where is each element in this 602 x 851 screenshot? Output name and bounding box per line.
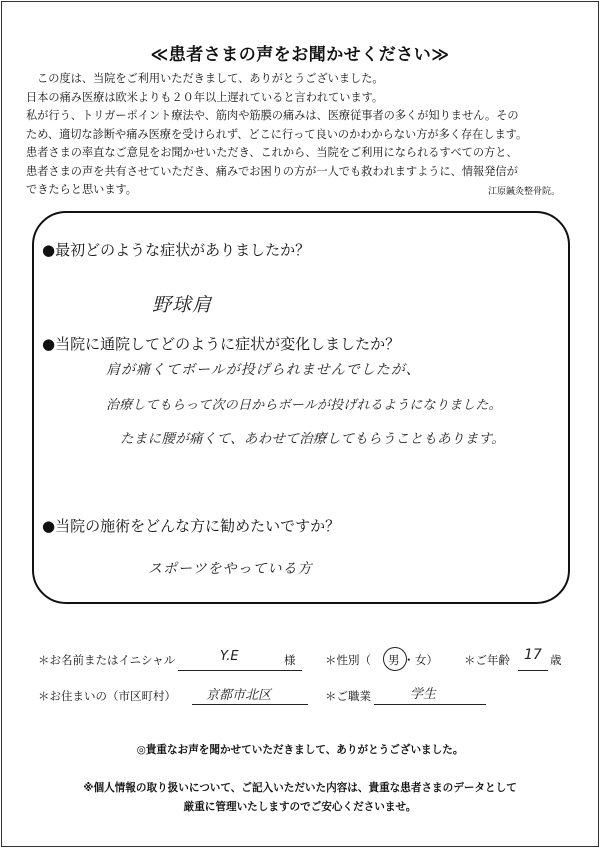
name-underline [178,670,302,671]
question-3: ●当院の施術をどんな方に勧めたいですか？ [42,517,341,535]
intro-line: ため、適切な診断や痛み医療を受けられず、どこに行って良いのかわからない方が多く存在します。 [26,127,528,141]
answer-2-line-2[interactable]: 治療してもらって次の日からボールが投げれるようになりました。 [106,398,502,413]
privacy-notice-line-1: ※個人情報の取り扱いについて、ご記入いただいた内容は、貴重な患者さまのデータとして [83,782,517,794]
answer-1[interactable]: 野球肩 [152,294,213,316]
age-label: ＊ご年齢 [464,653,510,667]
name-suffix: 様 [284,653,296,667]
gender-female-option[interactable]: 女） [415,653,438,667]
gender-separator: ・ [403,653,415,667]
question-2: ●当院に通院してどのように症状が変化しましたか？ [42,335,401,353]
gender-male-option[interactable]: 男 [388,653,400,667]
address-field[interactable]: 京都市北区 [206,688,272,703]
answer-3[interactable]: スポーツをやっている方 [148,561,313,577]
survey-sheet [1,1,599,847]
occupation-underline [374,704,486,705]
intro-line: できたらと思います。 [26,183,137,196]
answer-2-line-1[interactable]: 肩が痛くてボールが投げられませんでしたが、 [106,362,421,378]
privacy-notice-line-2: 厳重に管理いたしますのでご安心くださいませ。 [183,801,417,813]
questions-box [32,211,570,604]
age-suffix: 歳 [550,653,562,667]
age-underline [518,670,548,671]
intro-line: この度は、当院をご利用いただきまして、ありがとうございました。 [37,72,384,85]
question-1: ●最初どのような症状がありましたか？ [42,241,311,259]
clinic-signature: 江原鍼灸整骨院。 [487,187,560,197]
thanks-message: ◎貴重なお声を聞かせていただきまして、ありがとうございました。 [136,744,464,756]
intro-line: 患者さまの声を共有させていただき、痛みでお困りの方が一人でも救われますように、情報発信が [26,164,518,178]
name-field[interactable]: Y.E [220,649,239,664]
address-label: ＊お住まいの（市区町村） [38,689,176,703]
occupation-field[interactable]: 学生 [410,687,437,702]
address-underline [192,704,308,705]
name-label: ＊お名前またはイニシャル [38,653,176,667]
answer-2-line-3[interactable]: たまに腰が痛くて、あわせて治療してもらうこともあります。 [120,431,506,447]
intro-line: 私が行う、トリガーポイント療法や、筋肉や筋膜の痛みは、医療従事者の多くが知りません。その [26,109,519,122]
occupation-label: ＊ご職業 [325,689,371,703]
intro-line: 日本の痛み医療は欧米よりも２０年以上遅れていると言われています。 [26,90,384,104]
page-title: ≪患者さまの声をお聞かせください≫ [150,45,450,65]
age-field[interactable]: 17 [524,647,542,663]
intro-paragraph [26,70,566,200]
intro-line: 患者さまの率直なご意見をお聞かせいただき、これから、当院をご利用になられるすべての方と、 [26,146,518,159]
gender-label: ＊性別（ [325,653,371,667]
